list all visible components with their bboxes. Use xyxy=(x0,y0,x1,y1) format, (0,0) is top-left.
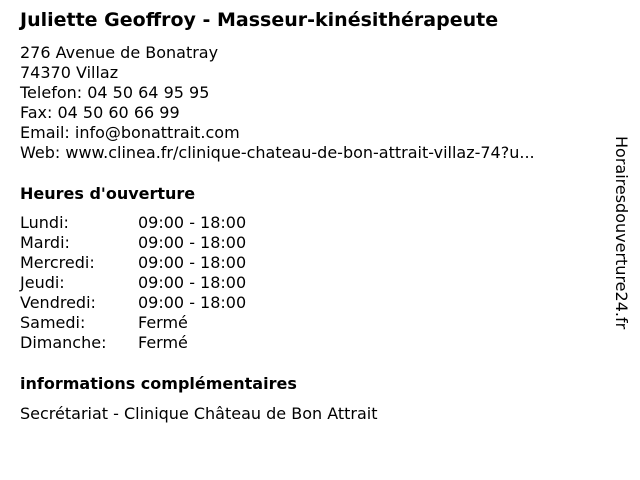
hours-row-sunday xyxy=(20,333,246,353)
hours-heading: Heures d'ouverture xyxy=(20,184,196,203)
watermark: Horairesdouverture24.fr xyxy=(612,136,631,330)
day-label: Samedi: xyxy=(20,313,86,332)
day-label: Mercredi: xyxy=(20,253,95,272)
day-hours: 09:00 - 18:00 xyxy=(138,233,247,252)
website-url: Web: www.clinea.fr/clinique-chateau-de-bon-attrait-villaz-74?u... xyxy=(20,143,535,162)
email-address: Email: info@bonattrait.com xyxy=(20,123,240,142)
page-title: Juliette Geoffroy - Masseur-kinésithérapeute xyxy=(20,9,499,31)
day-label: Mardi: xyxy=(20,233,70,252)
day-label: Lundi: xyxy=(20,213,69,232)
hours-row-thursday xyxy=(20,273,246,293)
day-hours: 09:00 - 18:00 xyxy=(138,213,247,232)
hours-row-tuesday xyxy=(20,233,246,253)
hours-row-friday xyxy=(20,293,246,313)
info-heading: informations complémentaires xyxy=(20,374,297,393)
hours-row-monday xyxy=(20,213,246,233)
day-hours: 09:00 - 18:00 xyxy=(138,253,247,272)
address-city: 74370 Villaz xyxy=(20,63,119,82)
day-hours: 09:00 - 18:00 xyxy=(138,293,247,312)
contact-block xyxy=(20,43,535,163)
day-hours: Fermé xyxy=(138,313,188,332)
hours-row-saturday xyxy=(20,313,246,333)
day-label: Jeudi: xyxy=(20,273,65,292)
info-text: Secrétariat - Clinique Château de Bon Attrait xyxy=(20,404,378,423)
hours-table xyxy=(20,213,246,353)
day-label: Vendredi: xyxy=(20,293,96,312)
day-hours: 09:00 - 18:00 xyxy=(138,273,247,292)
address-street: 276 Avenue de Bonatray xyxy=(20,43,219,62)
fax-number: Fax: 04 50 60 66 99 xyxy=(20,103,180,122)
phone-number: Telefon: 04 50 64 95 95 xyxy=(20,83,210,102)
day-label: Dimanche: xyxy=(20,333,107,352)
hours-row-wednesday xyxy=(20,253,246,273)
day-hours: Fermé xyxy=(138,333,188,352)
